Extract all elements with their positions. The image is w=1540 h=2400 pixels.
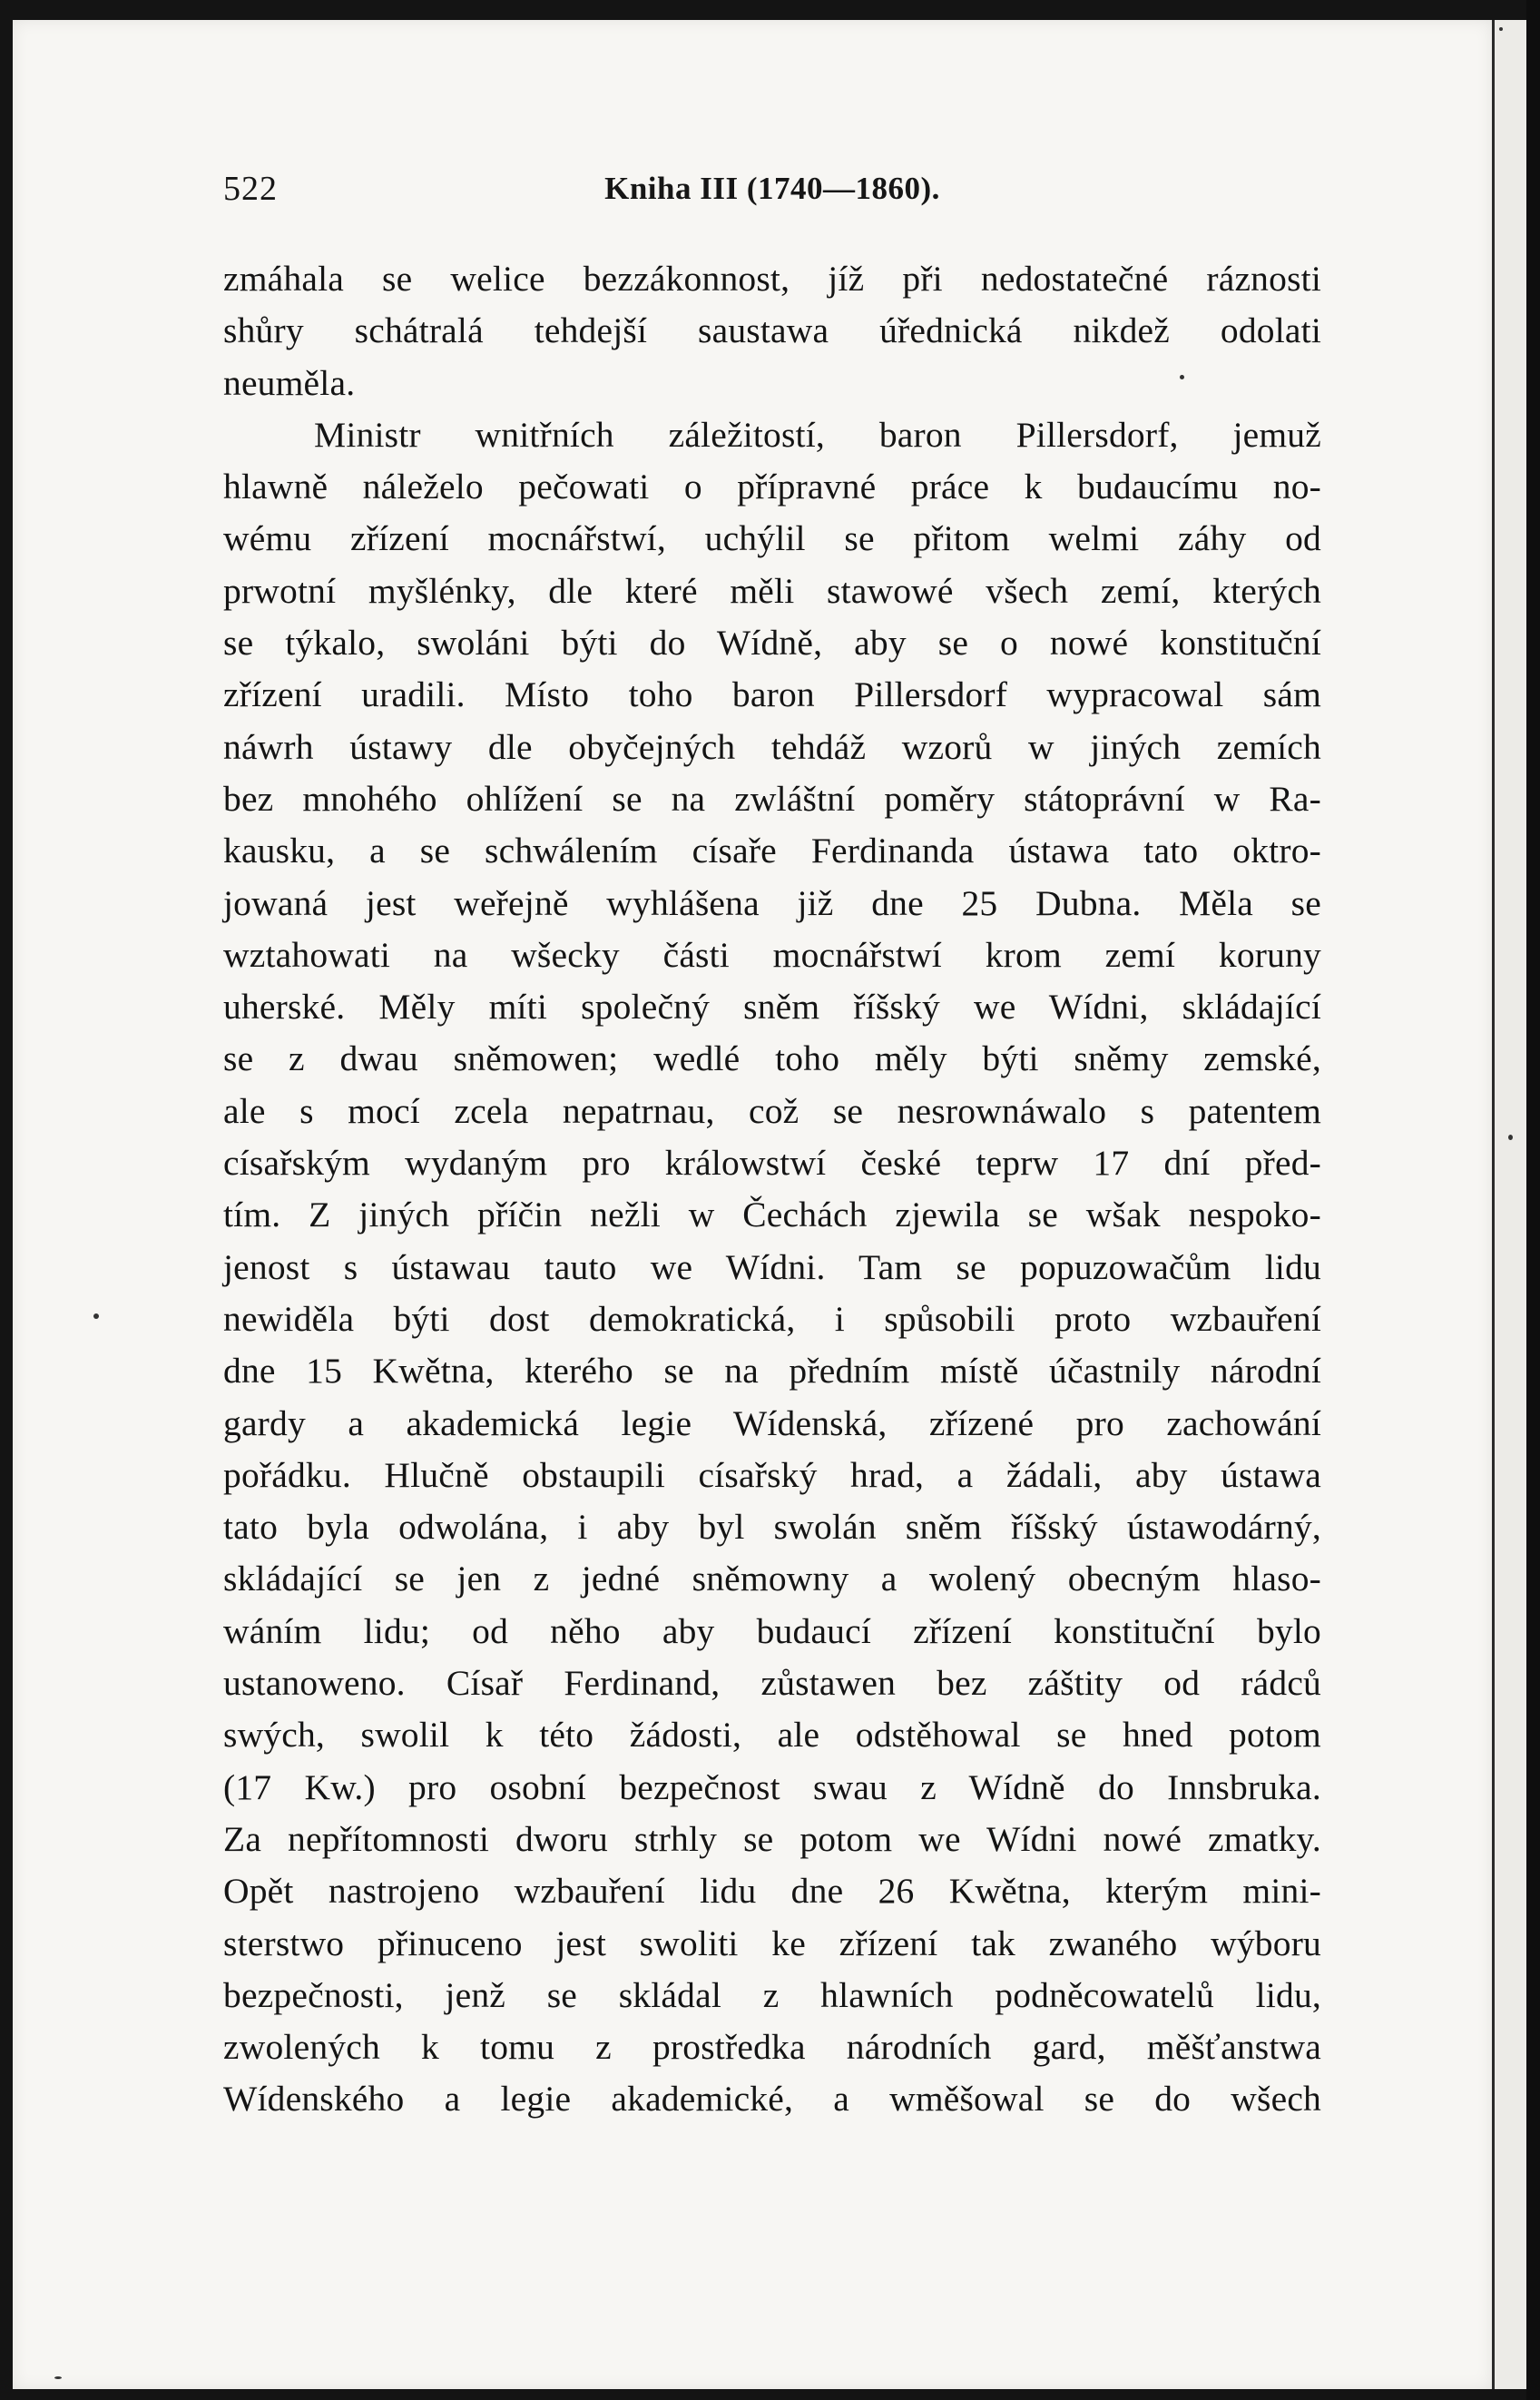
text-line: dne 15 Kwětna, kterého se na předním místě účastnily národní (223, 1351, 1321, 1392)
page-edge-strip (1492, 20, 1529, 2389)
text-line: skládající se jen z jedné sněmowny a wolený obecným hlaso- (223, 1559, 1321, 1599)
text-line: uherské. Měly míti společný sněm říšský we Wídni, skládající (223, 987, 1321, 1028)
text-line: Ministr wnitřních záležitostí, baron Pillersdorf, jemuž (314, 414, 1321, 455)
text-line: zřízení uradili. Místo toho baron Pillersdorf wypracowal sám (223, 674, 1321, 715)
scan-speck (1499, 27, 1503, 31)
text-line: (17 Kw.) pro osobní bezpečnost swau z Wídně do Innsbruka. (223, 1766, 1321, 1807)
text-line: sterstwo přinuceno jest swoliti ke zřízení tak zwaného wýboru (223, 1923, 1321, 1963)
text-line: bez mnohého ohlížení se na zwláštní poměry státoprávní w Ra- (223, 778, 1321, 819)
text-line: gardy a akademická legie Wídenská, zřízené pro zachowání (223, 1402, 1321, 1443)
text-line: swých, swolil k této žádosti, ale odstěhowal se hned potom (223, 1715, 1321, 1756)
running-title: Kniha III (1740—1860). (604, 171, 940, 206)
text-line: kausku, a se schwálením císaře Ferdinanda ústawa tato oktro- (223, 831, 1321, 871)
text-line: Wídenského a legie akademické, a wměšowal se do wšech (223, 2079, 1321, 2120)
text-line: náwrh ústawy dle obyčejných tehdáž wzorů w jiných zemích (223, 726, 1321, 767)
text-line: Za nepřítomnosti dworu strhly se potom we Wídni nowé zmatky. (223, 1818, 1321, 1859)
text-line: newiděla býti dost demokratická, i spůsobili proto wzbauření (223, 1298, 1321, 1339)
text-line: ale s mocí zcela nepatrnau, což se nesrownáwalo s patentem (223, 1090, 1321, 1131)
text-line: wztahowati na wšecky části mocnářstwí krom zemí koruny (223, 934, 1321, 975)
text-line: pořádku. Hlučně obstaupili císařský hrad, a žádali, aby ústawa (223, 1454, 1321, 1495)
text-line: se z dwau sněmowen; wedlé toho měly býti sněmy zemské, (223, 1038, 1321, 1079)
page-number: 522 (223, 170, 278, 208)
text-line: bezpečnosti, jenž se skládal z hlawních podněcowatelů lidu, (223, 1974, 1321, 2015)
text-line: hlawně náleželo pečowati o přípravné práce k budaucímu no- (223, 467, 1321, 507)
text-line: prwotní myšlénky, dle které měli stawowé všech zemí, kterých (223, 570, 1321, 611)
scan-speck (93, 1313, 99, 1319)
text-line: tím. Z jiných příčin nežli w Čechách zjewila se wšak nespoko- (223, 1195, 1321, 1235)
text-line: jenost s ústawau tauto we Wídni. Tam se popuzowačům lidu (223, 1246, 1321, 1287)
scan-speck (54, 2376, 62, 2379)
text-line: shůry schátralá tehdejší saustawa úřednická nikdež odolati (223, 310, 1321, 351)
text-line: Opět nastrojeno wzbauření lidu dne 26 Kwětna, kterým mini- (223, 1871, 1321, 1912)
text-line: zmáhala se welice bezzákonnost, jíž při nedostatečné ráznosti (223, 259, 1321, 299)
text-line: wému zřízení mocnářstwí, uchýlil se přitom welmi záhy od (223, 518, 1321, 559)
running-header (223, 163, 1321, 214)
text-line: tato byla odwolána, i aby byl swolán sněm říšský ústawodárný, (223, 1507, 1321, 1548)
text-line: císařským wydaným pro králowstwí české teprw 17 dní před- (223, 1143, 1321, 1184)
text-line: wáním lidu; od něho aby budaucí zřízení konstituční bylo (223, 1610, 1321, 1651)
body-text (223, 253, 1321, 2126)
text-line: ustanoweno. Císař Ferdinand, zůstawen bez záštity od rádců (223, 1663, 1321, 1704)
text-line: zwolených k tomu z prostředka národních gard, měšťanstwa (223, 2027, 1321, 2068)
scan-speck (1508, 1135, 1513, 1140)
text-line: se týkalo, swoláni býti do Wídně, aby se o nowé konstituční (223, 623, 1321, 664)
text-line: jowaná jest weřejně wyhlášena již dne 25 Dubna. Měla se (223, 882, 1321, 923)
text-line: neuměla. (223, 362, 356, 403)
scan-border (1526, 0, 1540, 2400)
